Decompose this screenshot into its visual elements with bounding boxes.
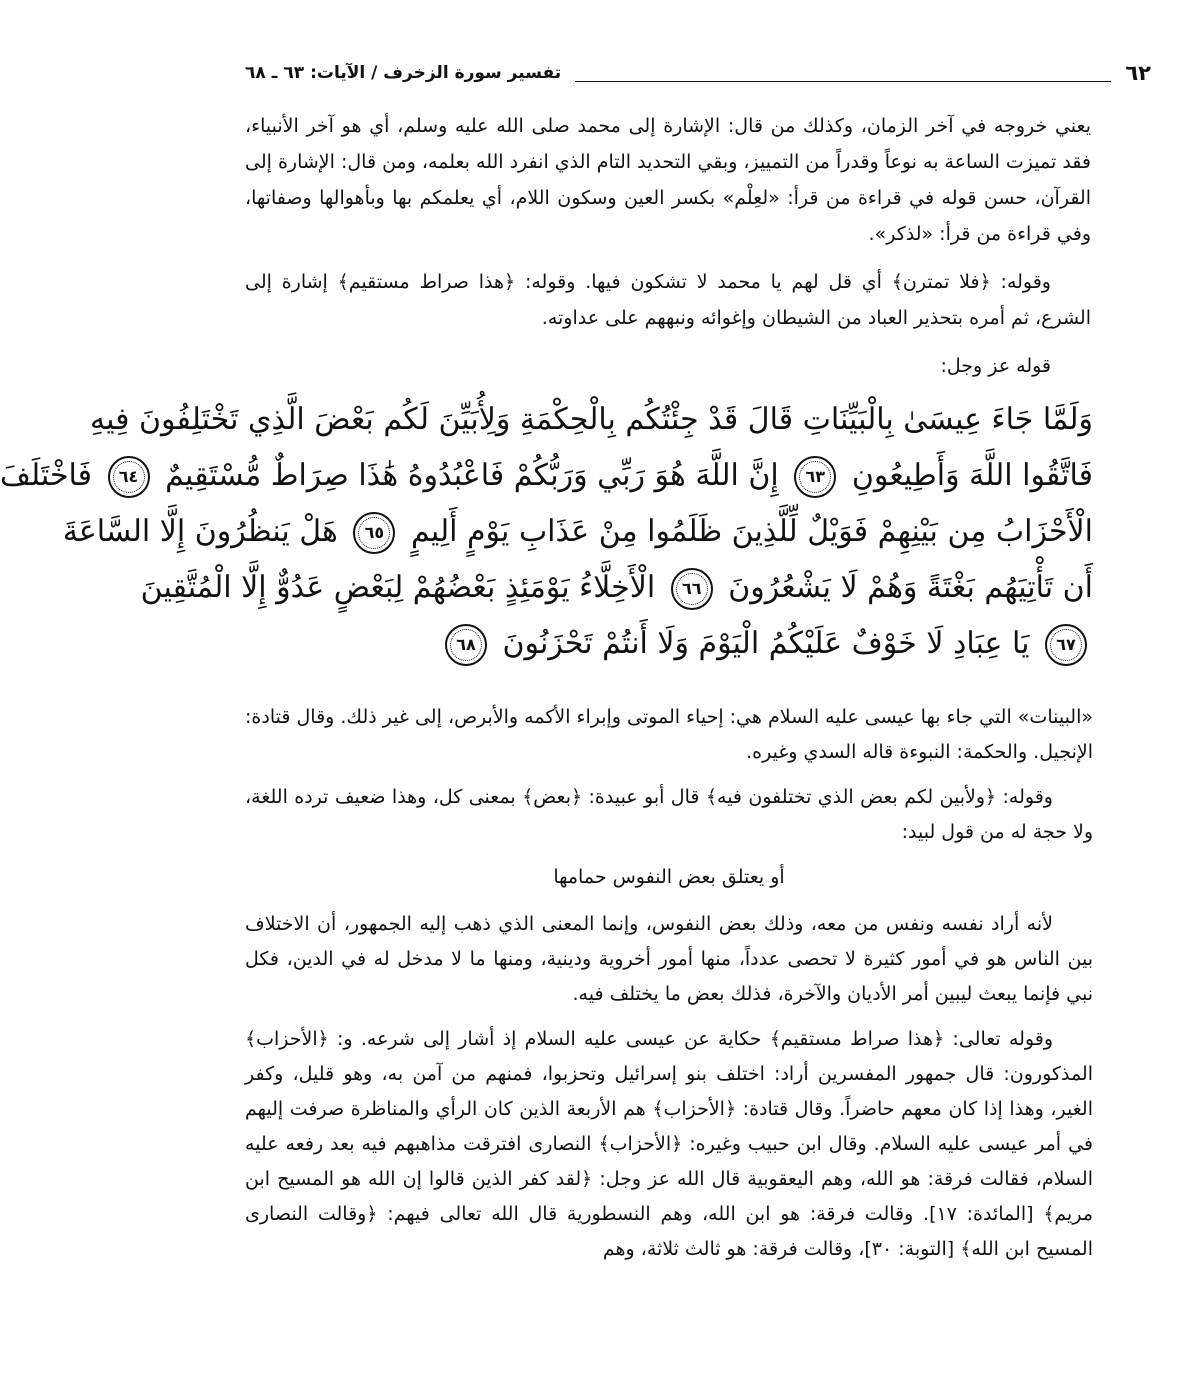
quran-line bbox=[90, 392, 1093, 448]
quran-text: الْأَخِلَّاءُ يَوْمَئِذٍ بَعْضُهُمْ لِبَعْضٍ عَدُوٌّ إِلَّا الْمُتَّقِينَ bbox=[140, 570, 656, 605]
quran-line bbox=[0, 448, 1093, 504]
poetry-verse: أو يعتلق بعض النفوس حمامها bbox=[553, 866, 785, 888]
header-rule bbox=[575, 81, 1111, 82]
quran-text: الْأَحْزَابُ مِن بَيْنِهِمْ فَوَيْلٌ لِّلَّذِينَ ظَلَمُوا مِنْ عَذَابِ يَوْمٍ أَلِيمٍ bbox=[410, 514, 1093, 549]
commentary-paragraph: لأنه أراد نفسه ونفس من معه، وذلك بعض النفوس، وإنما المعنى الذي ذهب إليه الجمهور، أن الاختلاف بين الناس هو في أمور كثيرة لا تحصى عدداً، منها أمور أخروية ودينية، ومنها ما لا مدخل له في الدين، فكل نبي فإنما يبعث ليبين أمر الأديان والآخرة، فذلك بعض ما يختلف فيه. bbox=[245, 913, 1093, 1005]
page-number: ٦٢ bbox=[1125, 61, 1151, 85]
commentary-paragraph: وقوله: ﴿ولأبين لكم بعض الذي تختلفون فيه﴾ قال أبو عبيدة: ﴿بعض﴾ بمعنى كل، وهذا ضعيف ترده اللغة، ولا حجة له من قول لبيد: bbox=[245, 786, 1093, 843]
commentary-text bbox=[245, 700, 1093, 1277]
quran-text: هَلْ يَنظُرُونَ إِلَّا السَّاعَةَ bbox=[62, 514, 338, 549]
page-header bbox=[245, 58, 1151, 88]
ayah-number-marker: ٦٤ bbox=[108, 456, 150, 498]
verse-introduction: قوله عز وجل: bbox=[940, 355, 1051, 377]
quran-text: وَلَمَّا جَاءَ عِيسَىٰ بِالْبَيِّنَاتِ قَالَ قَدْ جِئْتُكُم بِالْحِكْمَةِ وَلِأُبَيِّنَ لَكُم بَعْضَ الَّذِي تَخْتَلِفُونَ فِيهِ bbox=[90, 402, 1093, 437]
quran-text: أَن تَأْتِيَهُم بَغْتَةً وَهُمْ لَا يَشْعُرُونَ bbox=[728, 570, 1093, 605]
intro-paragraph: وقوله: ﴿فلا تمترن﴾ أي قل لهم يا محمد لا تشكون فيها. وقوله: ﴿هذا صراط مستقيم﴾ إشارة إلى الشرع، ثم أمره بتحذير العباد من الشيطان وإغوائه ونبههم على عداوته. bbox=[245, 271, 1091, 329]
quran-text: إِنَّ اللَّهَ هُوَ رَبِّي وَرَبُّكُمْ فَاعْبُدُوهُ هَٰذَا صِرَاطٌ مُّسْتَقِيمٌ bbox=[165, 458, 779, 493]
commentary-paragraph: «البينات» التي جاء بها عيسى عليه السلام هي: إحياء الموتى وإبراء الأكمه والأبرص، إلى غير ذلك. وقال قتادة: الإنجيل. والحكمة: النبوءة قاله السدي وغيره. bbox=[245, 706, 1093, 763]
quran-passage bbox=[0, 392, 1093, 682]
quran-line bbox=[140, 560, 1093, 616]
ayah-number-marker: ٦٧ bbox=[1045, 624, 1087, 666]
quran-text: فَاتَّقُوا اللَّهَ وَأَطِيعُونِ bbox=[851, 458, 1093, 493]
ayah-number-marker: ٦٣ bbox=[794, 456, 836, 498]
intro-text bbox=[245, 108, 1091, 396]
commentary-paragraph: وقوله تعالى: ﴿هذا صراط مستقيم﴾ حكاية عن عيسى عليه السلام إذ أشار إلى شرعه. و: ﴿الأحزاب﴾ المذكورون: قال جمهور المفسرين أراد: اختلف بنو إسرائيل وتحزبوا، فمنهم من آمن به، وهو قليل، وكفر الغير، وهذا إذا كان معهم حاضراً. وقال قتادة: ﴿الأحزاب﴾ هم الأربعة الذين كان الرأي والمناظرة صرفت إليهم في أمر عيسى عليه السلام. وقال ابن حبيب وغيره: ﴿الأحزاب﴾ النصارى افترقت مذاهبهم فيه بعد رفعه عليه السلام، فقالت فرقة: هو الله، وهم اليعقوبية قال الله عز وجل: ﴿لقد كفر الذين قالوا إن الله هو المسيح ابن مريم﴾ [المائدة: ١٧]. وقالت فرقة: هو ابن الله، وهم النسطورية قال الله تعالى فيهم: ﴿وقالت النصارى المسيح ابن الله﴾ [التوبة: ٣٠]، وقالت فرقة: هو ثالث ثلاثة، وهم bbox=[245, 1028, 1093, 1260]
intro-paragraph: يعني خروجه في آخر الزمان، وكذلك من قال: الإشارة إلى محمد صلى الله عليه وسلم، أي هو آخر الأنبياء، فقد تميزت الساعة به نوعاً وقدراً من التمييز، وبقي التحديد التام الذي انفرد الله بعلمه، ومن قال: الإشارة إلى القرآن، حسن قوله في قراءة من قرأ: «لعِلْم» بكسر العين وسكون اللام، أي يعلمكم بها وبأهوالها وصفاتها، وفي قراءة من قرأ: «لذكر». bbox=[245, 115, 1091, 245]
quran-line bbox=[62, 504, 1093, 560]
quran-text: فَاخْتَلَفَ bbox=[0, 458, 92, 493]
running-title: تفسير سورة الزخرف / الآيات: ٦٣ ـ ٦٨ bbox=[245, 63, 562, 83]
ayah-number-marker: ٦٥ bbox=[353, 512, 395, 554]
ayah-number-marker: ٦٨ bbox=[445, 624, 487, 666]
ayah-number-marker: ٦٦ bbox=[671, 568, 713, 610]
quran-line bbox=[245, 616, 1093, 672]
quran-text: يَا عِبَادِ لَا خَوْفٌ عَلَيْكُمُ الْيَوْمَ وَلَا أَنتُمْ تَحْزَنُونَ bbox=[502, 626, 1030, 661]
